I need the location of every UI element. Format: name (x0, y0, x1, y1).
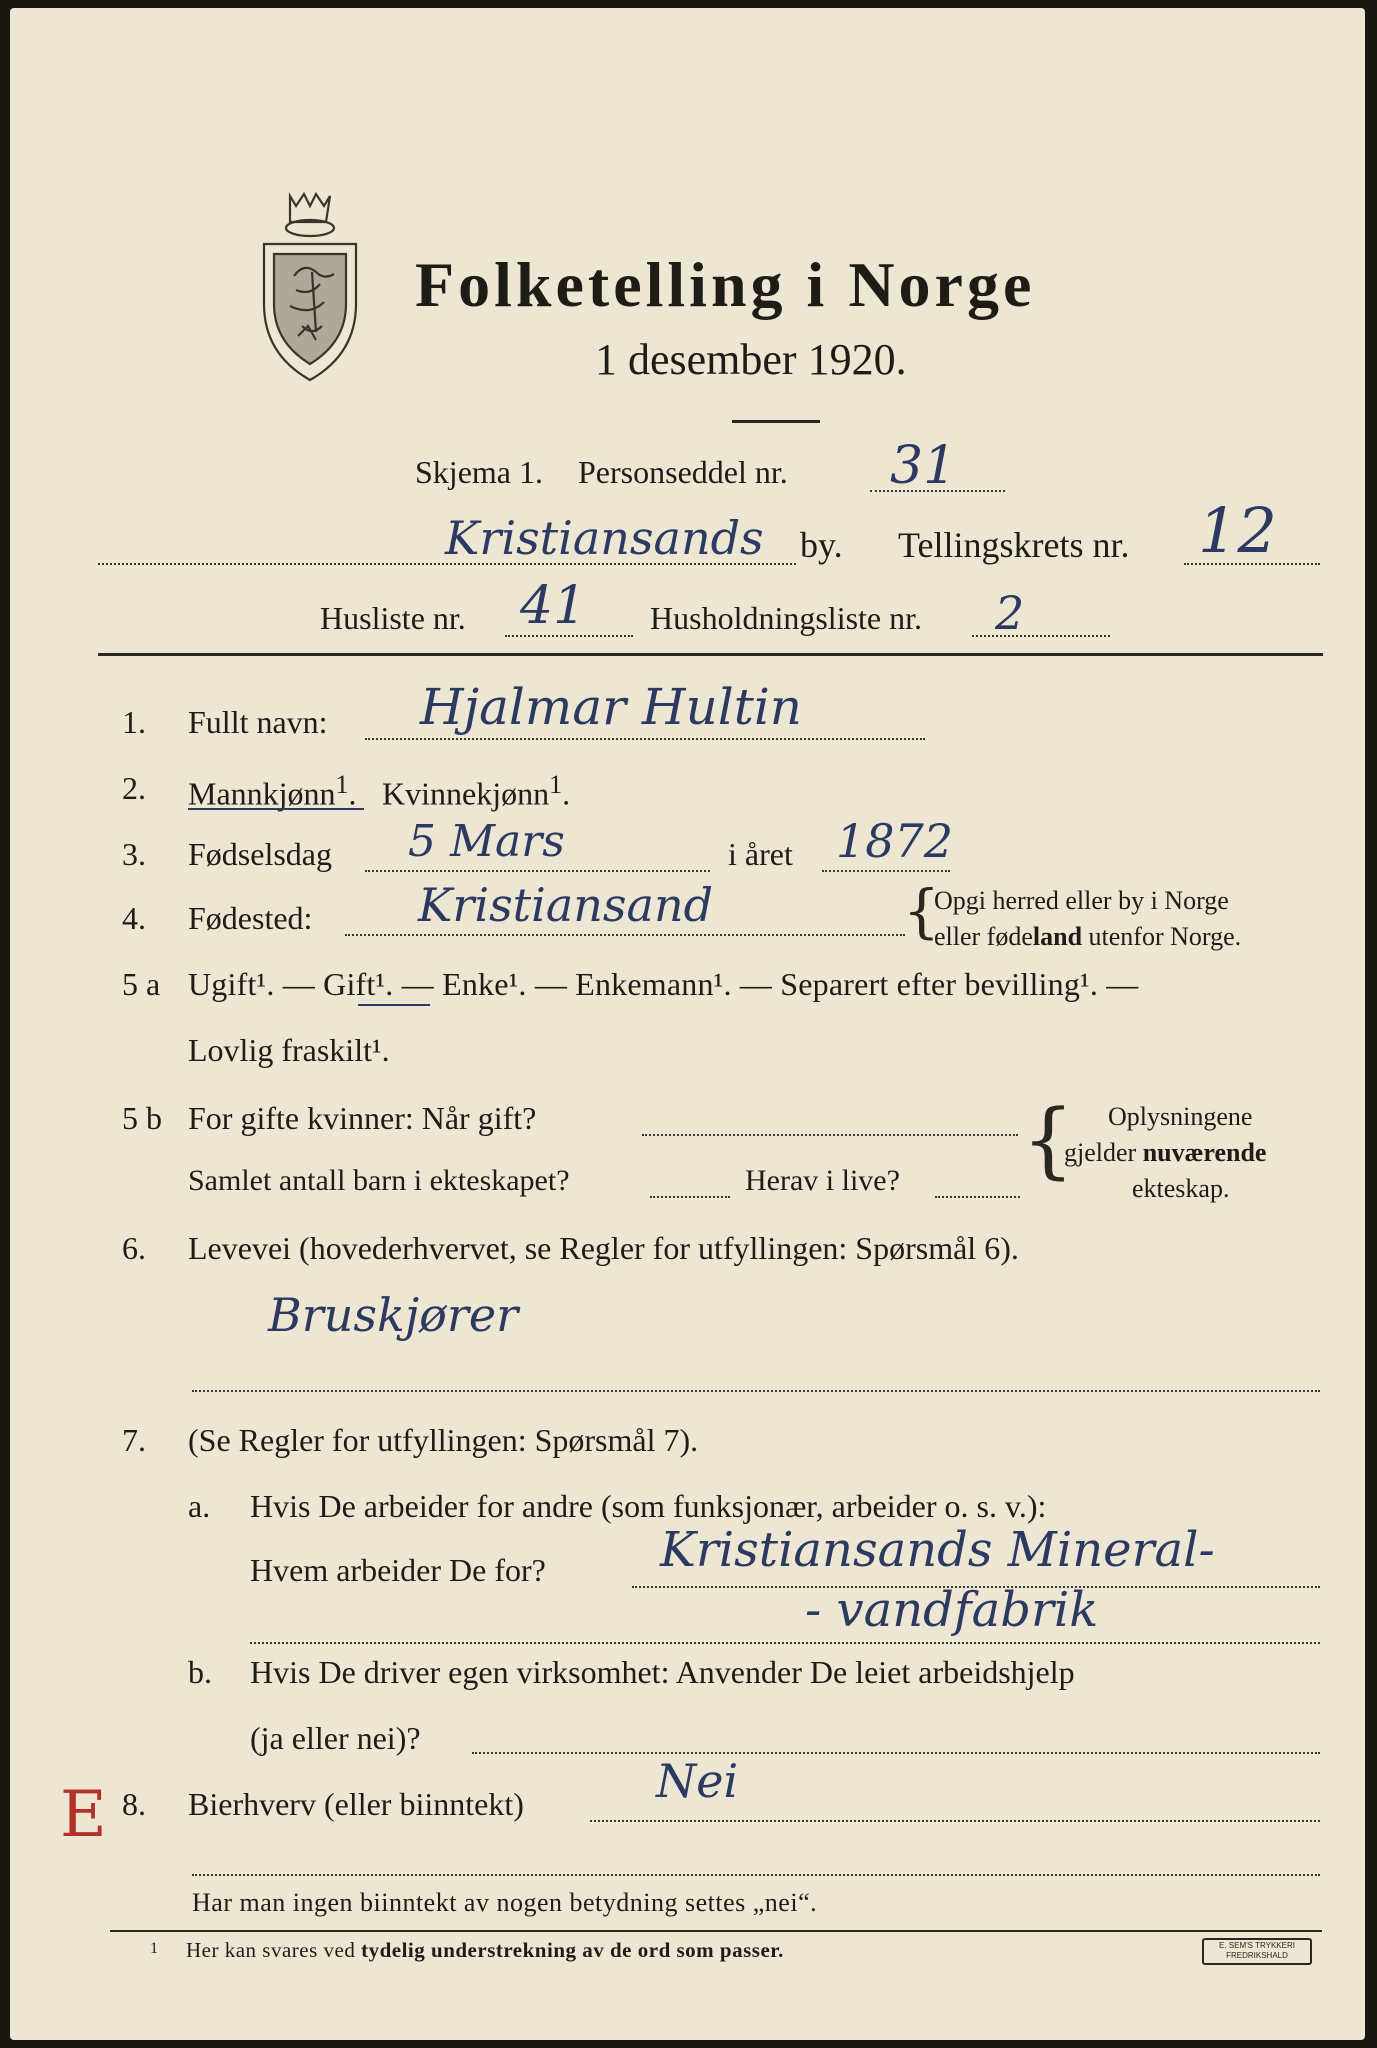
q4-value: Kristiansand (418, 878, 714, 932)
q8-margin-mark: E (60, 1778, 107, 1852)
q6-dotline (192, 1390, 1320, 1392)
title-divider (732, 420, 820, 423)
printer-stamp: E. SEM'S TRYKKERI FREDRIKSHALD (1202, 1938, 1312, 1965)
q1-dotline (365, 738, 925, 740)
q8-dotline (590, 1820, 1320, 1822)
footnote-text: Her kan svares ved tydelig understrekning av de ord som passer. (186, 1938, 784, 1962)
q5b-note2: gjelder nuværende (1064, 1138, 1267, 1167)
q5b-line1-dotline (642, 1134, 1018, 1136)
q7b-letter: b. (188, 1654, 212, 1690)
q4-number: 4. (122, 900, 146, 936)
q8-number: 8. (122, 1786, 146, 1822)
header-divider (98, 653, 1323, 656)
skjema-label: Skjema 1. (415, 454, 543, 490)
q6-number: 6. (122, 1230, 146, 1266)
by-label: by. (800, 525, 843, 565)
coat-of-arms-icon (250, 186, 370, 386)
q4-note-line2: eller fødeland utenfor Norge. (934, 922, 1242, 951)
q1-number: 1. (122, 704, 146, 740)
form-title: Folketelling i Norge (415, 249, 1036, 320)
q5b-line1: For gifte kvinner: Når gift? (188, 1100, 537, 1136)
census-form-sheet (10, 8, 1365, 2040)
q7a-dotline2 (250, 1642, 1320, 1644)
q3-dotline (365, 870, 710, 872)
husholdningsliste-label: Husholdningsliste nr. (650, 600, 923, 636)
personseddel-value: 31 (890, 436, 957, 496)
q5b-note3: ekteskap. (1132, 1174, 1230, 1203)
q1-label: Fullt navn: (188, 704, 328, 740)
q5b-brace: { (1022, 1093, 1075, 1188)
q2-mann-underline (188, 808, 364, 810)
note-nei: Har man ingen biinntekt av nogen betydning settes „nei“. (192, 1888, 818, 1917)
q7b-line1: Hvis De driver egen virksomhet: Anvender De leiet arbeidshjelp (250, 1654, 1075, 1690)
census-date: 1 desember 1920. (595, 335, 907, 384)
q2-kvinne: Kvinnekjønn$^1$. (382, 770, 571, 812)
q8-value: Nei (656, 1754, 739, 1808)
q3-year-value: 1872 (836, 814, 954, 868)
q5b-line2b: Herav i live? (745, 1164, 900, 1197)
q3-year-dotline (822, 870, 950, 872)
personseddel-label: Personseddel nr. (578, 454, 788, 490)
q7a-letter: a. (188, 1488, 211, 1524)
by-value: Kristiansands (445, 511, 764, 565)
q7a-line1: Hvis De arbeider for andre (som funksjonær, arbeider o. s. v.): (250, 1488, 1047, 1524)
q7-label: (Se Regler for utfyllingen: Spørsmål 7). (188, 1422, 699, 1458)
q2-mann: Mannkjønn$^1$. (188, 770, 357, 812)
q7a-value2: - vandfabrik (805, 1582, 1099, 1638)
q3-number: 3. (122, 836, 146, 872)
q1-value: Hjalmar Hultin (420, 678, 803, 736)
tellingskrets-value: 12 (1198, 494, 1277, 567)
q5a-number: 5 a (122, 966, 161, 1002)
q5b-line2-dotline-b (935, 1196, 1020, 1198)
q4-label: Fødested: (188, 900, 313, 936)
husliste-value: 41 (520, 576, 587, 636)
q8-label: Bierhverv (eller biinntekt) (188, 1786, 524, 1822)
q2-number: 2. (122, 770, 146, 806)
q3-year-label: i året (728, 836, 793, 872)
q5a-line2: Lovlig fraskilt¹. (188, 1032, 390, 1068)
husholdningsliste-dotline (972, 635, 1110, 637)
q5b-line2a: Samlet antall barn i ekteskapet? (188, 1164, 570, 1197)
footnote-divider (110, 1930, 1322, 1932)
q5b-note1: Oplysningene (1108, 1102, 1253, 1131)
q6-value: Bruskjører (268, 1288, 519, 1342)
tellingskrets-label: Tellingskrets nr. (898, 525, 1130, 565)
footnote-number: 1 (150, 1940, 158, 1957)
q8-dotline2 (192, 1874, 1320, 1876)
q5a-gift-underline (358, 1004, 430, 1006)
q3-value: 5 Mars (408, 816, 565, 867)
q7-number: 7. (122, 1422, 146, 1458)
q7a-line2: Hvem arbeider De for? (250, 1552, 546, 1588)
husliste-label: Husliste nr. (320, 600, 466, 636)
q4-dotline (345, 934, 905, 936)
q5b-line2-dotline-a (650, 1196, 730, 1198)
q7b-line2: (ja eller nei)? (250, 1720, 421, 1756)
q7a-value1: Kristiansands Mineral- (660, 1522, 1215, 1578)
q4-brace: { (903, 877, 940, 945)
q4-note-line1: Opgi herred eller by i Norge (934, 886, 1229, 915)
husholdningsliste-value: 2 (995, 586, 1025, 640)
q3-label: Fødselsdag (188, 836, 332, 872)
q6-label: Levevei (hovederhvervet, se Regler for utfyllingen: Spørsmål 6). (188, 1230, 1019, 1266)
q5a-line1: Ugift¹. — Gift¹. — Enke¹. — Enkemann¹. — Separert efter bevilling¹. — (188, 966, 1139, 1002)
q7b-dotline (472, 1752, 1320, 1754)
q5b-number: 5 b (122, 1100, 162, 1136)
